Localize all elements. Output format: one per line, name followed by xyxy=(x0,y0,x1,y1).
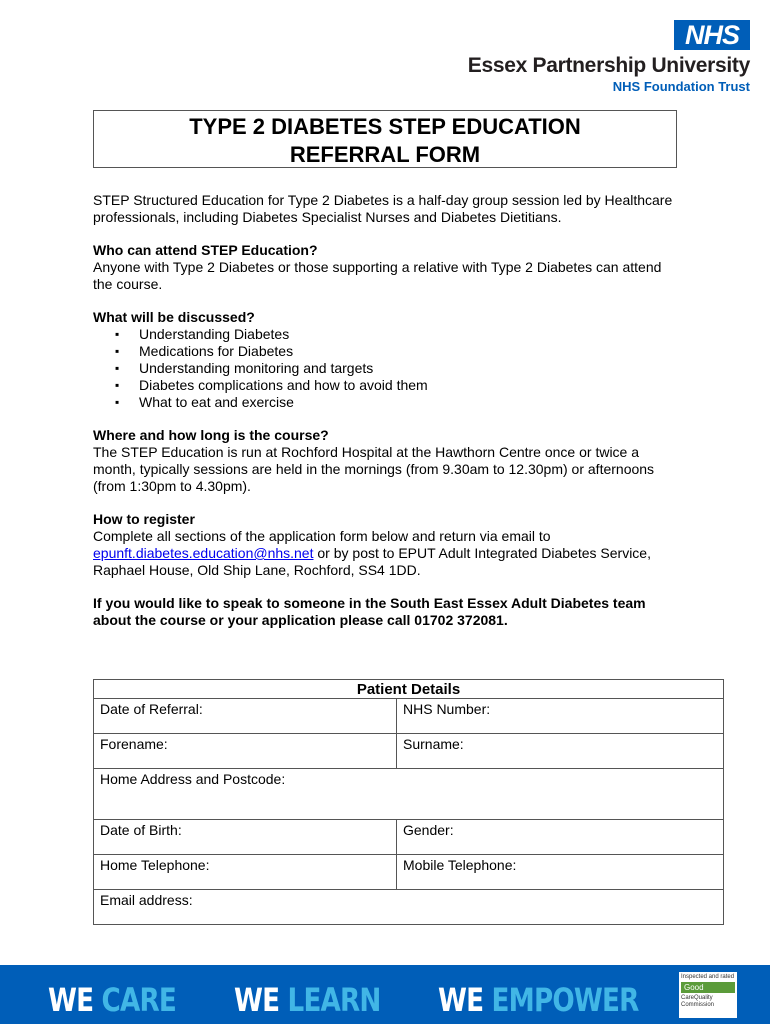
info-section xyxy=(93,192,683,645)
patient-details-heading: Patient Details xyxy=(94,680,724,699)
who-text: Anyone with Type 2 Diabetes or those supporting a relative with Type 2 Diabetes can attend the course. xyxy=(93,259,662,292)
discussed-list xyxy=(93,326,683,411)
who-section xyxy=(93,242,683,293)
slogan-we: WE xyxy=(234,981,280,1019)
who-heading: Who can attend STEP Education? xyxy=(93,242,318,258)
cqc-rating-badge xyxy=(679,972,737,1018)
slogan-we-learn xyxy=(234,981,381,1019)
org-name: Essex Partnership University xyxy=(467,54,750,77)
cqc-name: CareQuality Commission xyxy=(681,995,715,1008)
patient-details-table xyxy=(93,679,724,925)
nhs-logo: NHS xyxy=(674,20,750,50)
list-item: ▪ Understanding Diabetes xyxy=(93,326,683,343)
title-box xyxy=(93,110,677,168)
slogan-care: CARE xyxy=(101,981,176,1019)
cqc-inspected-label: Inspected and rated xyxy=(681,974,735,980)
forename-field[interactable]: Forename: xyxy=(94,734,397,769)
register-text-2: or by post to EPUT Adult Integrated Diabetes Service, Raphael House, Old Ship Lane, Rochford, SS4 1DD. xyxy=(93,545,651,578)
mobile-telephone-field[interactable]: Mobile Telephone: xyxy=(397,855,724,890)
date-of-referral-field[interactable]: Date of Referral: xyxy=(94,699,397,734)
slogan-learn: LEARN xyxy=(287,981,381,1019)
org-subtitle: NHS Foundation Trust xyxy=(612,79,750,94)
where-heading: Where and how long is the course? xyxy=(93,427,329,443)
slogan-we: WE xyxy=(48,981,94,1019)
email-address-field[interactable]: Email address: xyxy=(94,890,724,925)
where-text: The STEP Education is run at Rochford Hospital at the Hawthorn Centre once or twice a month, typically sessions are held in the mornings (from 9.30am to 12.30pm) or afternoons (from 1:30pm to 4.30pm). xyxy=(93,444,655,494)
call-text: If you would like to speak to someone in the South East Essex Adult Diabetes team about the course or your application please call 01702 372081. xyxy=(93,595,646,628)
register-section xyxy=(93,511,683,579)
gender-field[interactable]: Gender: xyxy=(397,820,724,855)
surname-field[interactable]: Surname: xyxy=(397,734,724,769)
discussed-section xyxy=(93,309,683,411)
register-text: Complete all sections of the application form below and return via email to xyxy=(93,528,551,544)
list-item: ▪ Diabetes complications and how to avoid them xyxy=(93,377,683,394)
dob-field[interactable]: Date of Birth: xyxy=(94,820,397,855)
where-section xyxy=(93,427,683,495)
nhs-number-field[interactable]: NHS Number: xyxy=(397,699,724,734)
cqc-rating: Good xyxy=(681,982,735,993)
slogan-empower: EMPOWER xyxy=(491,981,639,1019)
list-item: ▪ What to eat and exercise xyxy=(93,394,683,411)
list-item: ▪ Understanding monitoring and targets xyxy=(93,360,683,377)
slogan-we-care xyxy=(48,981,176,1019)
address-field[interactable]: Home Address and Postcode: xyxy=(94,769,724,820)
page-title xyxy=(94,113,676,169)
title-line-2: REFERRAL FORM xyxy=(289,142,481,167)
intro-text: STEP Structured Education for Type 2 Diabetes is a half-day group session led by Healthcare professionals, including Diabetes Specialist Nurses and Diabetes Dietitians. xyxy=(93,192,673,225)
email-link[interactable]: epunft.diabetes.education@nhs.net xyxy=(93,545,314,561)
slogan-we: WE xyxy=(438,981,484,1019)
list-item: ▪ Medications for Diabetes xyxy=(93,343,683,360)
footer-banner xyxy=(0,965,770,1024)
register-heading: How to register xyxy=(93,511,195,527)
slogan-we-empower xyxy=(438,981,638,1019)
discussed-heading: What will be discussed? xyxy=(93,309,255,325)
title-line-1: TYPE 2 DIABETES STEP EDUCATION xyxy=(189,114,581,139)
home-telephone-field[interactable]: Home Telephone: xyxy=(94,855,397,890)
